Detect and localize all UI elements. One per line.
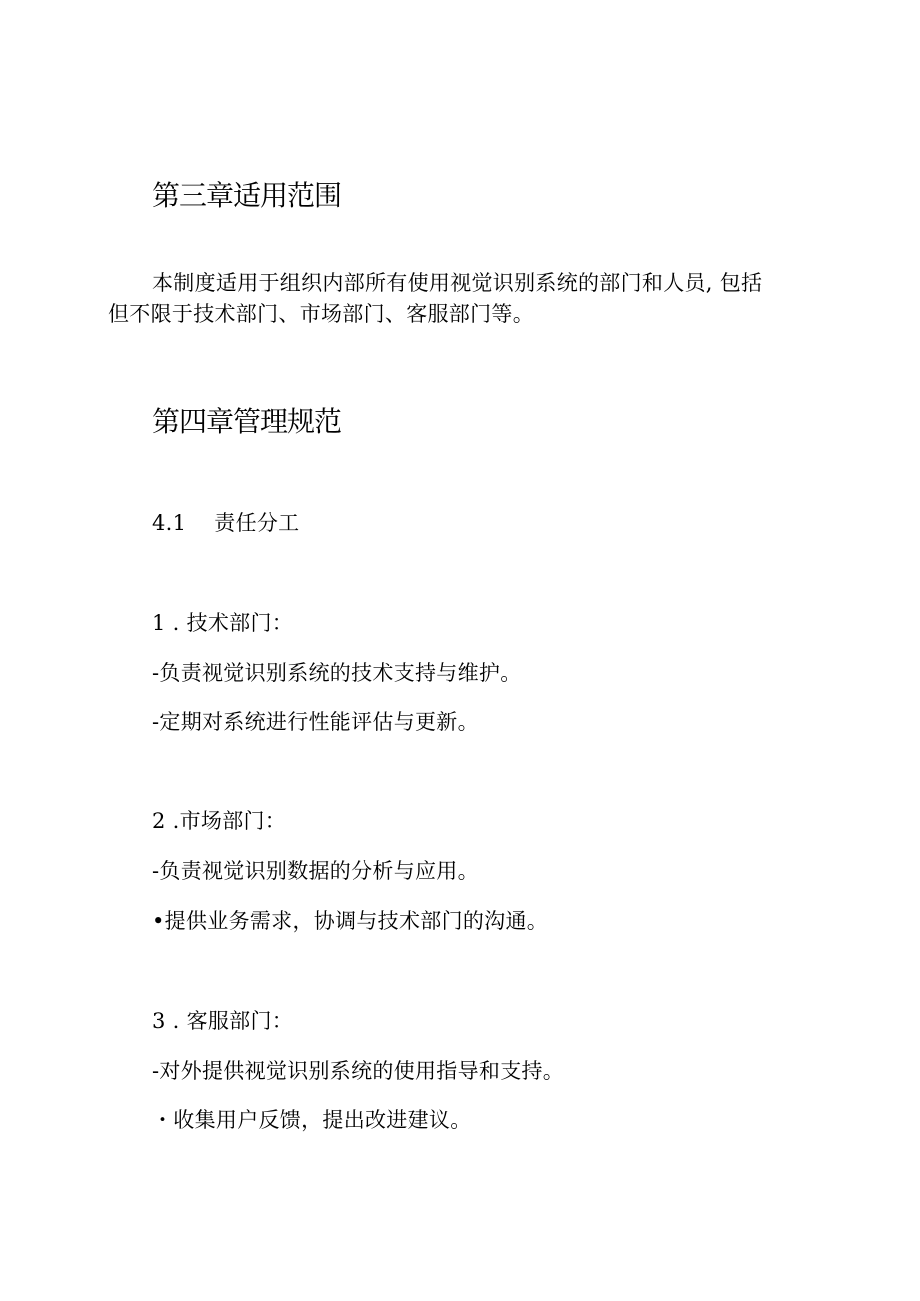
chapter-4-title: 第四章管理规范 [152, 405, 342, 438]
section-number: 4.1 [152, 511, 187, 535]
list-item: -对外提供视觉识别系统的使用指导和支持。 [152, 1059, 565, 1083]
list-item: •提供业务需求，协调与技术部门的沟通。 [152, 909, 549, 933]
department-heading-technical: 1 . 技术部门： [152, 611, 294, 635]
list-item: ・收集用户反馈，提出改进建议。 [152, 1108, 472, 1132]
section-4-1-heading [152, 507, 299, 537]
section-title: 责任分工 [214, 511, 300, 535]
department-heading-customer-service: 3 . 客服部门： [152, 1009, 294, 1033]
chapter-3-paragraph-line-2: 但不限于技术部门、市场部门、客服部门等。 [108, 302, 534, 326]
list-item: -负责视觉识别系统的技术支持与维护。 [152, 661, 522, 685]
list-item: -定期对系统进行性能评估与更新。 [152, 710, 479, 734]
chapter-3-paragraph-line-1: 本制度适用于组织内部所有使用视觉识别系统的部门和人员, 包括 [152, 271, 763, 295]
department-heading-market: 2 .市场部门： [152, 809, 287, 833]
chapter-3-title: 第三章适用范围 [152, 179, 342, 212]
list-item: -负责视觉识别数据的分析与应用。 [152, 859, 479, 883]
